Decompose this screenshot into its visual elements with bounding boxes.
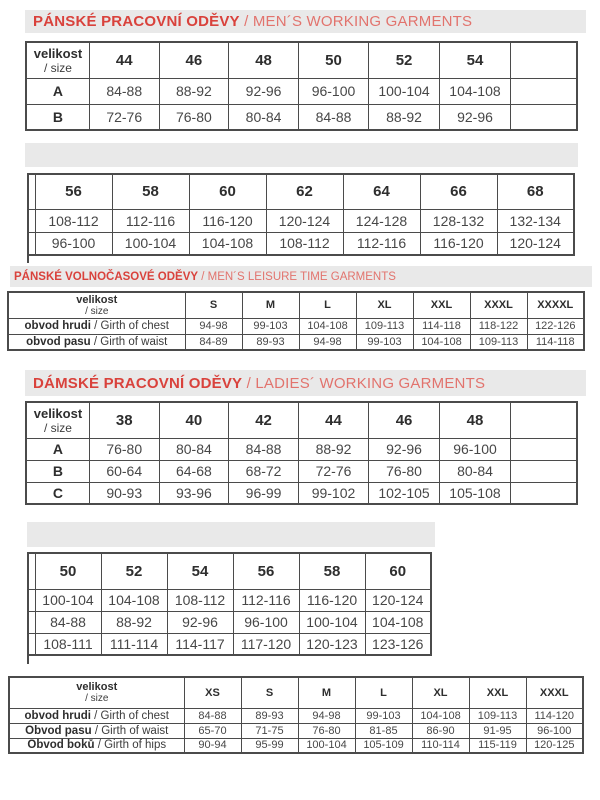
size-header-cell: 50 [298,42,368,78]
value-cell: 100-104 [299,611,365,633]
value-cell: 104-108 [440,78,511,104]
section-bar-continuation [27,522,435,547]
value-cell: 76-80 [89,438,159,460]
size-header-cell-clipped [510,42,577,78]
value-cell: 114-118 [413,318,470,334]
value-cell: 99-102 [298,482,368,504]
value-cell: 124-128 [343,209,420,232]
value-cell: 92-96 [229,78,299,104]
row-label-cell: A [26,438,89,460]
value-cell: 84-88 [184,708,241,723]
row-label-cell: obvod pasu / Girth of waist [8,334,185,350]
size-header-cell: 52 [101,553,167,589]
size-header-cell: XXXL [470,292,527,318]
value-cell: 64-68 [159,460,229,482]
value-cell: 93-96 [159,482,229,504]
value-cell: 88-92 [101,611,167,633]
row-label-cell: obvod hrudi / Girth of chest [8,318,185,334]
value-cell: 92-96 [440,104,511,130]
value-cell: 104-108 [365,611,431,633]
row-label-cell: B [26,460,89,482]
value-cell: 109-113 [356,318,413,334]
value-cell: 114-117 [167,633,233,655]
value-cell: 84-89 [185,334,242,350]
value-cell: 108-112 [35,209,112,232]
value-cell: 99-103 [355,708,412,723]
value-cell: 88-92 [298,438,368,460]
corner-cell-clipped [27,174,35,209]
value-cell: 114-118 [527,334,584,350]
section-heading-mens-working [25,10,586,33]
size-header-cell: XXL [413,292,470,318]
size-header-cell: 56 [233,553,299,589]
size-header-cell: 48 [229,42,299,78]
value-cell: 116-120 [189,209,266,232]
size-header-cell: S [241,677,298,708]
value-cell: 84-88 [298,104,368,130]
table-mens-working-sizes-44-54 [25,41,578,138]
heading-english-text: / MEN´S LEISURE TIME GARMENTS [198,270,396,283]
value-cell: 122-126 [527,318,584,334]
value-cell: 104-108 [412,708,469,723]
heading-czech-text: PÁNSKÉ VOLNOČASOVÉ ODĚVY [14,270,199,283]
value-cell: 111-114 [101,633,167,655]
row-label-cell-clipped [27,232,35,255]
value-cell: 71-75 [241,723,298,738]
size-header-cell: 46 [159,42,229,78]
value-cell: 120-123 [299,633,365,655]
value-cell: 68-72 [229,460,299,482]
size-header-cell: 52 [369,42,440,78]
value-cell: 92-96 [369,438,440,460]
value-cell: 95-99 [241,738,298,753]
value-cell: 72-76 [89,104,159,130]
value-cell: 94-98 [185,318,242,334]
heading-english-text: / MEN´S WORKING GARMENTS [239,13,473,30]
row-label-cell-clipped [27,611,35,633]
heading-czech-text: PÁNSKÉ PRACOVNÍ ODĚVY [33,13,240,30]
size-header-cell: 58 [112,174,189,209]
value-cell: 120-124 [365,589,431,611]
corner-cell: velikost / size [8,292,185,318]
value-cell: 91-95 [469,723,526,738]
value-cell: 109-113 [469,708,526,723]
row-label-cell: Obvod pasu / Girth of waist [9,723,184,738]
value-cell: 94-98 [299,334,356,350]
section-heading-ladies-working [25,370,586,396]
value-cell: 108-112 [167,589,233,611]
value-cell: 120-124 [497,232,574,255]
size-header-cell: XL [412,677,469,708]
value-cell: 104-108 [299,318,356,334]
value-cell: 99-103 [242,318,299,334]
value-cell: 105-109 [355,738,412,753]
value-cell: 81-85 [355,723,412,738]
size-header-cell-clipped [510,402,577,438]
value-cell: 108-112 [266,232,343,255]
size-header-cell: M [242,292,299,318]
size-header-cell: 40 [159,402,229,438]
size-header-cell: XXL [469,677,526,708]
size-header-cell: 68 [497,174,574,209]
table-mens-leisure [7,291,585,351]
row-label-cell-clipped [27,633,35,655]
row-label-cell: obvod hrudi / Girth of chest [9,708,184,723]
value-cell: 65-70 [184,723,241,738]
value-cell: 96-99 [229,482,299,504]
size-header-cell: 54 [167,553,233,589]
value-cell: 96-100 [35,232,112,255]
size-header-cell: XXXXL [527,292,584,318]
row-label-cell-clipped [27,209,35,232]
value-cell: 128-132 [420,209,497,232]
table-ladies-working-sizes-38-48 [25,401,578,514]
value-cell: 89-93 [241,708,298,723]
value-cell: 90-93 [89,482,159,504]
corner-cell: velikost / size [9,677,184,708]
section-bar-continuation [25,143,578,167]
value-cell: 109-113 [470,334,527,350]
row-label-cell: Obvod boků / Girth of hips [9,738,184,753]
row-label-cell: C [26,482,89,504]
value-cell: 76-80 [298,723,355,738]
size-header-cell: L [299,292,356,318]
value-cell-clipped [510,104,577,130]
value-cell: 112-116 [233,589,299,611]
corner-cell: velikost / size [26,42,89,78]
value-cell-clipped [510,460,577,482]
value-cell: 114-120 [526,708,583,723]
table-unisex-sizes-xs-xxxl [8,676,584,754]
size-header-cell: L [355,677,412,708]
value-cell: 116-120 [299,589,365,611]
value-cell: 112-116 [343,232,420,255]
value-cell: 80-84 [440,460,511,482]
value-cell: 104-108 [101,589,167,611]
size-header-cell: 44 [298,402,368,438]
section-heading-mens-leisure [10,266,592,287]
size-header-cell: XL [356,292,413,318]
value-cell: 116-120 [420,232,497,255]
table-mens-working-sizes-56-68 [27,173,580,263]
value-cell: 88-92 [159,78,229,104]
size-header-cell: 54 [440,42,511,78]
value-cell: 89-93 [242,334,299,350]
row-label-cell: A [26,78,89,104]
value-cell-clipped [510,78,577,104]
size-header-cell: 48 [440,402,511,438]
value-cell: 100-104 [35,589,101,611]
corner-cell-clipped [27,553,35,589]
value-cell: 96-100 [298,78,368,104]
heading-czech-text: DÁMSKÉ PRACOVNÍ ODĚVY [33,374,243,392]
table-ladies-working-sizes-50-60 [27,552,438,664]
row-label-cell: B [26,104,89,130]
value-cell: 100-104 [112,232,189,255]
size-header-cell: 60 [365,553,431,589]
value-cell: 90-94 [184,738,241,753]
value-cell: 120-124 [266,209,343,232]
value-cell: 100-104 [298,738,355,753]
value-cell: 96-100 [526,723,583,738]
value-cell: 100-104 [369,78,440,104]
value-cell: 76-80 [369,460,440,482]
value-cell: 92-96 [167,611,233,633]
value-cell: 96-100 [233,611,299,633]
size-header-cell: XXXL [526,677,583,708]
size-header-cell: 42 [229,402,299,438]
value-cell: 96-100 [440,438,511,460]
size-header-cell: 44 [89,42,159,78]
size-header-cell: S [185,292,242,318]
value-cell: 123-126 [365,633,431,655]
value-cell: 80-84 [229,104,299,130]
size-header-cell: 56 [35,174,112,209]
value-cell: 80-84 [159,438,229,460]
value-cell: 72-76 [298,460,368,482]
size-header-cell: 58 [299,553,365,589]
size-header-cell: XS [184,677,241,708]
corner-cell: velikost / size [26,402,89,438]
size-header-cell: 66 [420,174,497,209]
value-cell: 84-88 [229,438,299,460]
value-cell: 86-90 [412,723,469,738]
value-cell: 84-88 [35,611,101,633]
heading-english-text: / LADIES´ WORKING GARMENTS [242,374,486,392]
row-label-cell-clipped [27,589,35,611]
value-cell: 99-103 [356,334,413,350]
size-header-cell: 50 [35,553,101,589]
value-cell: 84-88 [89,78,159,104]
value-cell: 110-114 [412,738,469,753]
value-cell: 60-64 [89,460,159,482]
size-header-cell: 38 [89,402,159,438]
value-cell: 120-125 [526,738,583,753]
value-cell: 132-134 [497,209,574,232]
size-header-cell: 46 [369,402,440,438]
size-header-cell: 62 [266,174,343,209]
value-cell: 104-108 [413,334,470,350]
size-header-cell: 60 [189,174,266,209]
value-cell: 105-108 [440,482,511,504]
value-cell: 88-92 [369,104,440,130]
value-cell-clipped [510,438,577,460]
value-cell: 118-122 [470,318,527,334]
value-cell: 102-105 [369,482,440,504]
value-cell: 108-111 [35,633,101,655]
value-cell-clipped [510,482,577,504]
size-header-cell: 64 [343,174,420,209]
value-cell: 76-80 [159,104,229,130]
value-cell: 115-119 [469,738,526,753]
value-cell: 117-120 [233,633,299,655]
value-cell: 94-98 [298,708,355,723]
value-cell: 104-108 [189,232,266,255]
value-cell: 112-116 [112,209,189,232]
size-header-cell: M [298,677,355,708]
